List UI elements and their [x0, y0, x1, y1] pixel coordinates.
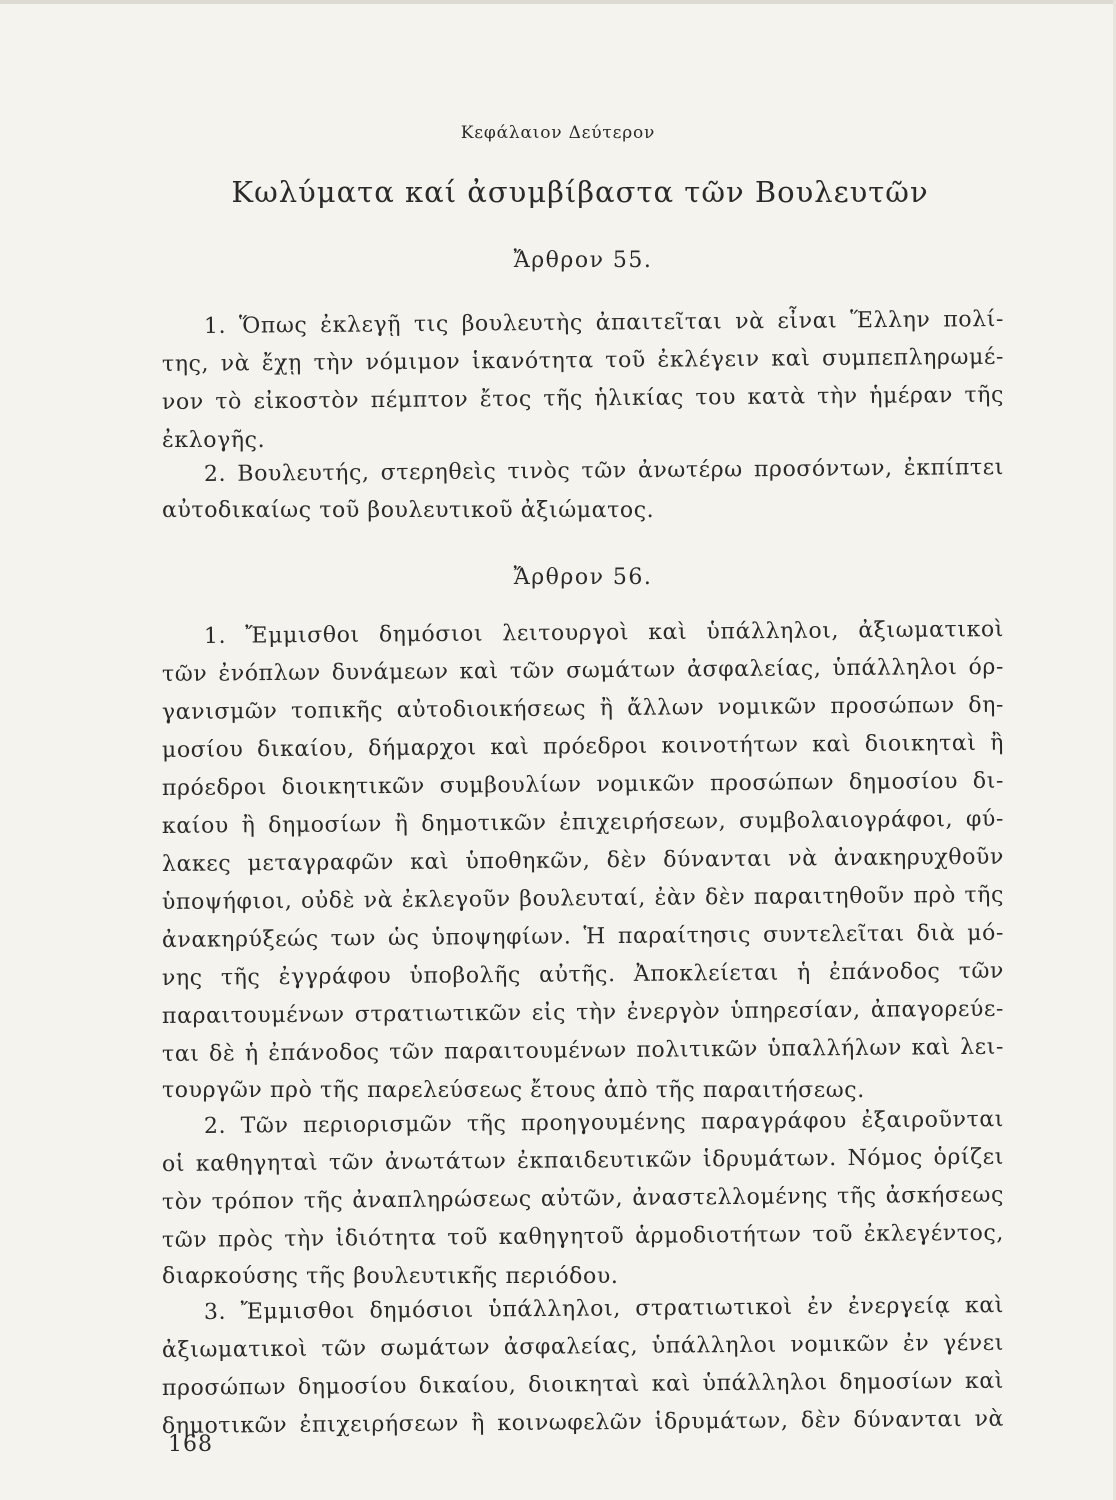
article-56-line: 3. Ἔμμισθοι δημόσιοι ὑπάλληλοι, στρατιωτικοὶ ἐν ἐνεργείᾳ καὶ — [203, 1293, 1005, 1325]
page-number: 168 — [168, 1432, 213, 1457]
article-56-line: γανισμῶν τοπικῆς αὐτοδιοικήσεως ἢ ἄλλων νομικῶν προσώπων δη- — [161, 692, 1005, 725]
article-56-line: τῶν ἐνόπλων δυνάμεων καὶ τῶν σωμάτων ἀσφαλείας, ὑπάλληλοι όρ- — [161, 654, 1005, 687]
article-55-line: 1. Ὅπως ἐκλεγῇ τις βουλευτὴς ἀπαιτεῖται νὰ εἶναι Ἕλλην πολί- — [203, 307, 1005, 339]
section-title: Κωλύματα καί ἀσυμβίβαστα τῶν Βουλευτῶν — [231, 175, 929, 209]
article-56-line: 1. Ἔμμισθοι δημόσιοι λειτουργοὶ καὶ ὑπάλληλοι, ἀξιωματικοὶ — [203, 617, 1005, 649]
article-55-line: 2. Βουλευτής, στερηθεὶς τινὸς τῶν ἀνωτέρω προσόντων, ἐκπίπτει — [203, 455, 1005, 487]
article-55-heading: Ἄρθρον 55. — [513, 248, 653, 273]
article-56-line: ται δὲ ἡ ἐπάνοδος τῶν παραιτουμένων πολιτικῶν ὑπαλλήλων καὶ λει- — [161, 1034, 1005, 1067]
article-56-line: μοσίου δικαίου, δήμαρχοι καὶ πρόεδροι κοινοτήτων καὶ διοικηταὶ ἢ — [161, 730, 1005, 763]
article-56-heading: Ἄρθρον 56. — [513, 565, 653, 590]
chapter-heading: Κεφάλαιον Δεύτερον — [460, 123, 656, 143]
article-56-line: πρόεδροι διοικητικῶν συμβουλίων νομικῶν προσώπων δημοσίου δι- — [161, 768, 1005, 801]
article-56-line: καίου ἢ δημοσίων ἢ δημοτικῶν ἐπιχειρήσεων, συμβολαιογράφοι, φύ- — [161, 806, 1005, 839]
article-56-line: παραιτουμένων στρατιωτικῶν εἰς τὴν ἐνεργὸν ὑπηρεσίαν, ἀπαγορεύε- — [161, 996, 1005, 1029]
article-55-line: ἐκλογῆς. — [162, 428, 266, 453]
article-56-line: 2. Τῶν περιορισμῶν τῆς προηγουμένης παραγράφου ἐξαιροῦνται — [203, 1107, 1005, 1139]
article-56-line: προσώπων δημοσίου δικαίου, διοικηταὶ καὶ ὑπάλληλοι δημοσίων καὶ — [161, 1368, 1005, 1401]
article-55-line: της, νὰ ἔχῃ τὴν νόμιμον ἱκανότητα τοῦ ἐκλέγειν καὶ συμπεπληρωμέ- — [161, 344, 1005, 377]
article-56-line: δημοτικῶν ἐπιχειρήσεων ἢ κοινωφελῶν ἱδρυμάτων, δὲν δύνανται νὰ — [161, 1406, 1005, 1439]
article-56-line: τῶν πρὸς τὴν ἰδιότητα τοῦ καθηγητοῦ ἁρμοδιοτήτων τοῦ ἐκλεγέντος, — [161, 1220, 1005, 1253]
article-56-line: τὸν τρόπον τῆς ἀναπληρώσεως αὐτῶν, ἀναστελλομένης τῆς ἀσκήσεως — [161, 1182, 1005, 1215]
article-56-line: ἀνακηρύξεώς των ὡς ὑποψηφίων. Ἡ παραίτησις συντελεῖται διὰ μό- — [161, 920, 1005, 953]
article-55-line: νον τὸ εἰκοστὸν πέμπτον ἔτος τῆς ἡλικίας του κατὰ τὴν ἡμέραν τῆς — [161, 382, 1005, 415]
page-edge — [0, 0, 1116, 4]
article-56-line: τουργῶν πρὸ τῆς παρελεύσεως ἔτους ἀπὸ τῆς παραιτήσεως. — [162, 1078, 865, 1103]
article-56-line: λακες μεταγραφῶν καὶ ὑποθηκῶν, δὲν δύνανται νὰ ἀνακηρυχθοῦν — [161, 844, 1005, 877]
article-56-line: διαρκούσης τῆς βουλευτικῆς περιόδου. — [162, 1264, 619, 1289]
article-56-line: ἀξιωματικοὶ τῶν σωμάτων ἀσφαλείας, ὑπάλληλοι νομικῶν ἐν γένει — [161, 1330, 1005, 1363]
article-56-line: οἱ καθηγηταὶ τῶν ἀνωτάτων ἐκπαιδευτικῶν ἱδρυμάτων. Νόμος ὁρίζει — [161, 1144, 1005, 1177]
article-56-line: νης τῆς ἐγγράφου ὑποβολῆς αὐτῆς. Ἀποκλείεται ἡ ἐπάνοδος τῶν — [161, 958, 1005, 991]
article-56-line: ὑποψήφιοι, οὐδὲ νὰ ἐκλεγοῦν βουλευταί, ἐὰν δὲν παραιτηθοῦν πρὸ τῆς — [161, 882, 1005, 915]
article-55-line: αὐτοδικαίως τοῦ βουλευτικοῦ ἀξιώματος. — [162, 498, 655, 523]
